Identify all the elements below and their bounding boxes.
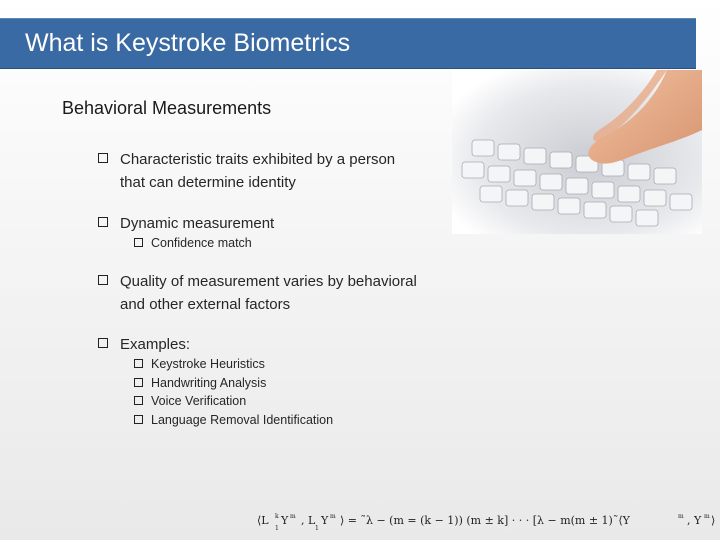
sub-bullet-item xyxy=(151,374,266,393)
bullet-line: Characteristic traits exhibited by a person xyxy=(120,151,396,168)
keyboard-typing-photo xyxy=(452,70,702,234)
section-heading: Behavioral Measurements xyxy=(62,98,272,118)
checkbox-sub-bullet-icon xyxy=(134,238,143,247)
checkbox-bullet-icon xyxy=(98,338,108,348)
sub-bullet-item xyxy=(151,355,265,374)
bullet-line: Examples: xyxy=(120,336,191,353)
bullet-item xyxy=(120,270,417,316)
bullet-item xyxy=(120,333,190,356)
svg-text:m: m xyxy=(704,513,710,520)
sub-bullet-item xyxy=(151,392,246,411)
bullet-line: and other external factors xyxy=(120,296,291,313)
bullet-item xyxy=(120,212,274,235)
svg-text:Y: Y xyxy=(321,514,329,527)
checkbox-bullet-icon xyxy=(98,275,108,285)
bullet-line: that can determine identity xyxy=(120,174,296,191)
sub-bullet-line: Keystroke Heuristics xyxy=(151,357,265,371)
sub-bullet-line: Confidence match xyxy=(151,236,252,250)
svg-text:m: m xyxy=(330,513,336,520)
checkbox-sub-bullet-icon xyxy=(134,359,143,368)
checkbox-bullet-icon xyxy=(98,217,108,227)
sub-bullet-item xyxy=(151,234,252,253)
sub-bullet-line: Voice Verification xyxy=(151,394,247,408)
sub-bullet-line: Handwriting Analysis xyxy=(151,376,267,390)
sub-bullet-item xyxy=(151,411,333,430)
svg-text:m: m xyxy=(290,513,296,520)
bullet-line: Quality of measurement varies by behavioral xyxy=(120,273,417,290)
svg-text:, L: , L xyxy=(301,514,316,527)
svg-text:k: k xyxy=(275,513,279,520)
formula-artifact-graphic xyxy=(255,506,715,536)
svg-text:⟩ = ˜λ − (m = (k − 1)) (m ± k]: ⟩ = ˜λ − (m = (k − 1)) (m ± k] · · · [λ − m(m ± 1)˜⟨Y xyxy=(340,514,630,527)
checkbox-sub-bullet-icon xyxy=(134,396,143,405)
sub-bullet-line: Language Removal Identification xyxy=(151,413,334,427)
checkbox-bullet-icon xyxy=(98,153,108,163)
svg-text:1: 1 xyxy=(275,525,279,532)
checkbox-sub-bullet-icon xyxy=(134,378,143,387)
svg-text:⟨L: ⟨L xyxy=(257,514,269,527)
svg-text:Y: Y xyxy=(281,514,289,527)
bullet-line: Dynamic measurement xyxy=(120,215,275,232)
checkbox-sub-bullet-icon xyxy=(134,415,143,424)
title-bar xyxy=(0,18,696,69)
svg-text:m: m xyxy=(678,513,684,520)
svg-text:1: 1 xyxy=(315,525,319,532)
bullet-item xyxy=(120,148,395,194)
svg-text:⟩: ⟩ xyxy=(711,514,715,527)
svg-text:, Y: , Y xyxy=(687,514,702,527)
slide-title: What is Keystroke Biometrics xyxy=(25,29,351,57)
